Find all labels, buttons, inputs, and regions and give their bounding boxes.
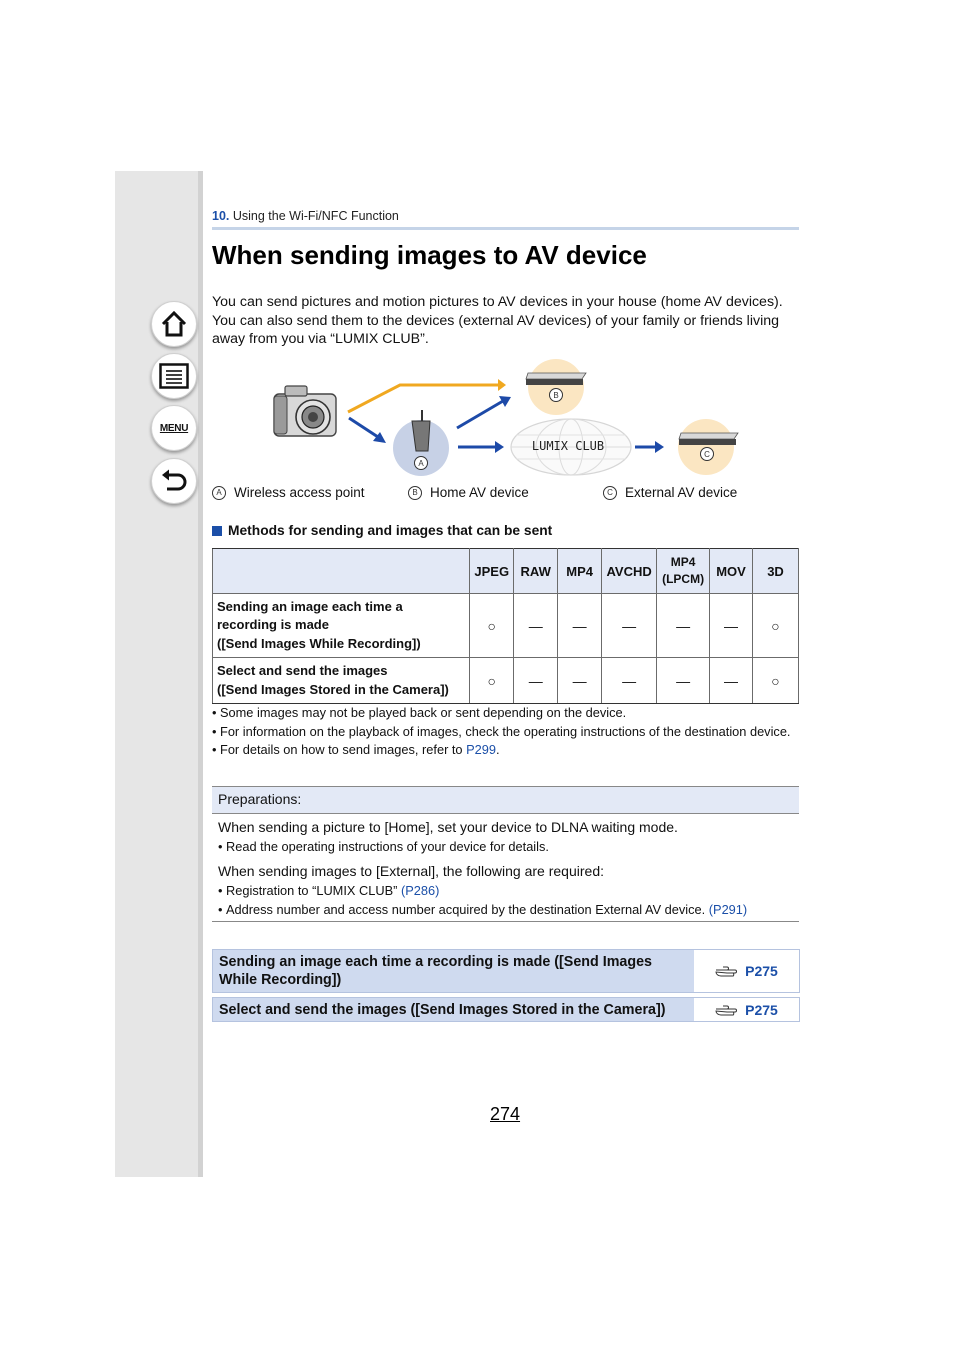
mark-cell: — bbox=[710, 594, 753, 658]
camera-icon bbox=[274, 386, 336, 436]
methods-table bbox=[212, 548, 799, 704]
reference-title[interactable]: Sending an image each time a recording is made ([Send Images While Recording]) bbox=[213, 950, 694, 992]
legend-item-b bbox=[408, 485, 529, 500]
col-raw: RAW bbox=[514, 549, 558, 594]
menu-label: MENU bbox=[159, 422, 189, 434]
legend-item-c bbox=[603, 485, 737, 500]
notes bbox=[212, 704, 799, 760]
page-title: When sending images to AV device bbox=[212, 240, 647, 270]
col-avchd: AVCHD bbox=[602, 549, 657, 594]
col-mov: MOV bbox=[710, 549, 753, 594]
page-number: 274 bbox=[490, 1104, 521, 1124]
row-label-recording: Sending an image each time a recording is made ([Send Images While Recording]) bbox=[213, 594, 470, 658]
mark-cell: — bbox=[558, 658, 602, 704]
header-rule bbox=[212, 227, 799, 230]
legend-label-b: Home AV device bbox=[430, 485, 529, 500]
external-device-circle bbox=[678, 419, 734, 475]
intro-paragraph: You can send pictures and motion pictures to AV devices in your house (home AV devices). You can also send them to the devices (external AV devices) of your family or friends living away from you via “LUMIX CLUB”. bbox=[212, 294, 783, 348]
row-label-stored: Select and send the images ([Send Images Stored in the Camera]) bbox=[213, 658, 470, 704]
blue-arrow-2 bbox=[457, 401, 503, 428]
home-device-circle bbox=[528, 359, 584, 415]
note-item: • Some images may not be played back or sent depending on the device. bbox=[212, 704, 799, 723]
col-mp4: MP4 bbox=[558, 549, 602, 594]
marker-a-icon: A bbox=[212, 486, 226, 500]
reference-link[interactable] bbox=[694, 950, 799, 992]
reference-page: P275 bbox=[745, 1001, 778, 1018]
connection-diagram bbox=[260, 355, 800, 480]
external-av-device-icon bbox=[679, 433, 738, 445]
back-arrow-icon bbox=[159, 466, 189, 496]
pointing-hand-icon bbox=[715, 964, 741, 978]
reference-title[interactable]: Select and send the images ([Send Images Stored in the Camera]) bbox=[213, 998, 694, 1021]
legend-label-c: External AV device bbox=[625, 485, 738, 500]
menu-button[interactable] bbox=[151, 405, 197, 451]
preparations-body bbox=[212, 815, 799, 922]
blue-arrow-1 bbox=[349, 418, 378, 437]
mark-cell: ○ bbox=[470, 594, 514, 658]
mark-cell: — bbox=[602, 658, 657, 704]
col-3d: 3D bbox=[753, 549, 799, 594]
svg-text:B: B bbox=[553, 391, 559, 400]
mark-cell: — bbox=[710, 658, 753, 704]
pointing-hand-icon bbox=[715, 1003, 741, 1017]
mark-cell: — bbox=[514, 594, 558, 658]
table-row bbox=[213, 594, 799, 658]
back-button[interactable] bbox=[151, 458, 197, 504]
mark-cell: — bbox=[514, 658, 558, 704]
reference-page: P275 bbox=[745, 963, 778, 979]
mark-cell: ○ bbox=[753, 658, 799, 704]
prep-home-line: When sending a picture to [Home], set your device to DLNA waiting mode. bbox=[218, 819, 678, 835]
marker-b-icon: B bbox=[408, 486, 422, 500]
chapter-number: 10. bbox=[212, 209, 230, 223]
mark-cell: — bbox=[657, 594, 710, 658]
p291-link[interactable]: (P291) bbox=[708, 902, 748, 917]
col-mp4-lpcm: MP4 (LPCM) bbox=[657, 549, 710, 594]
methods-heading-text: Methods for sending and images that can be sent bbox=[228, 523, 553, 538]
reference-row bbox=[212, 997, 800, 1022]
table-row bbox=[213, 658, 799, 704]
mark-cell: ○ bbox=[470, 658, 514, 704]
reference-link[interactable] bbox=[694, 998, 799, 1021]
p286-link[interactable]: (P286) bbox=[400, 883, 440, 898]
svg-text:A: A bbox=[418, 459, 424, 468]
chapter-header bbox=[212, 209, 399, 223]
orange-arrowhead bbox=[498, 379, 506, 391]
legend-item-a bbox=[212, 485, 365, 500]
prep-external-bullet: • Address number and access number acquired by the destination External AV device. (P291) bbox=[218, 900, 793, 919]
methods-heading bbox=[212, 523, 552, 538]
svg-text:C: C bbox=[704, 450, 710, 459]
chapter-title: Using the Wi-Fi/NFC Function bbox=[232, 209, 399, 223]
home-icon bbox=[159, 309, 189, 339]
mark-cell: — bbox=[558, 594, 602, 658]
legend-label-a: Wireless access point bbox=[234, 485, 365, 500]
header-blank-cell bbox=[213, 549, 470, 594]
mark-cell: — bbox=[657, 658, 710, 704]
mark-cell: ○ bbox=[753, 594, 799, 658]
sidebar-edge bbox=[198, 171, 203, 1177]
reference-row bbox=[212, 949, 800, 993]
note-item: • For details on how to send images, refer to P299. bbox=[212, 741, 799, 760]
list-icon bbox=[159, 363, 189, 389]
marker-c-icon: C bbox=[603, 486, 617, 500]
home-button[interactable] bbox=[151, 301, 197, 347]
orange-arrow bbox=[348, 385, 498, 412]
home-av-device-icon bbox=[526, 373, 586, 385]
note-item: • For information on the playback of images, check the operating instructions of the destination device. bbox=[212, 723, 799, 742]
preparations-header: Preparations: bbox=[212, 786, 799, 814]
mark-cell: — bbox=[602, 594, 657, 658]
square-bullet-icon bbox=[212, 526, 222, 536]
contents-button[interactable] bbox=[151, 353, 197, 399]
col-jpeg: JPEG bbox=[470, 549, 514, 594]
table-header-row bbox=[213, 549, 799, 594]
prep-external-line: When sending images to [External], the following are required: bbox=[218, 863, 604, 879]
prep-external-bullet: • Registration to “LUMIX CLUB” (P286) bbox=[218, 881, 793, 900]
lumix-club-label: LUMIX CLUB bbox=[531, 439, 605, 453]
prep-home-bullet: • Read the operating instructions of your device for details. bbox=[218, 837, 793, 856]
router-icon bbox=[412, 410, 430, 451]
p299-link[interactable]: P299 bbox=[466, 742, 496, 758]
